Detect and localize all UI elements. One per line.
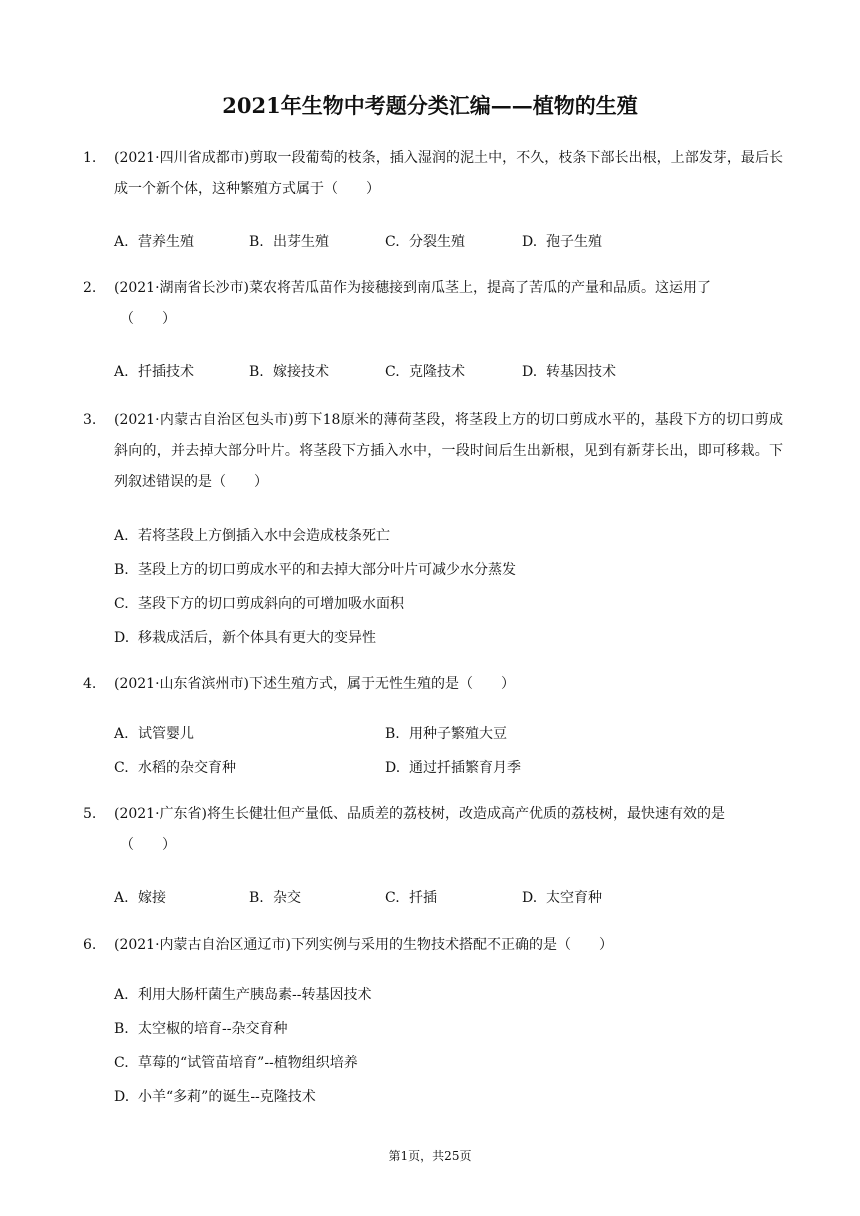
question-number: 5. bbox=[83, 806, 97, 822]
question-stem: (2021·内蒙古自治区通辽市)下列实例与采用的生物技术搭配不正确的是（ ） bbox=[114, 937, 614, 953]
option-b[interactable]: B. 用种子繁殖大豆 bbox=[385, 726, 507, 742]
question-number: 6. bbox=[83, 937, 97, 953]
question-4 bbox=[83, 669, 783, 700]
option-b[interactable]: B. 太空椒的培育--杂交育种 bbox=[114, 1021, 288, 1037]
option-d[interactable]: D. 转基因技术 bbox=[522, 364, 616, 380]
option-c[interactable]: C. 分裂生殖 bbox=[385, 234, 465, 250]
option-b[interactable]: B. 茎段上方的切口剪成水平的和去掉大部分叶片可减少水分蒸发 bbox=[114, 562, 516, 578]
option-d[interactable]: D. 孢子生殖 bbox=[522, 234, 602, 250]
page-footer: 第1页，共25页 bbox=[388, 1149, 472, 1163]
question-stem: (2021·内蒙古自治区包头市)剪下18原米的薄荷茎段，将茎段上方的切口剪成水平的，基段下方的切口剪成斜向的，并去掉大部分叶片。将茎段下方插入水中，一段时间后生出新根，见到有新芽长出，即可移栽。下列叙述错误的是（ ） bbox=[114, 412, 783, 490]
option-c[interactable]: C. 克隆技术 bbox=[385, 364, 465, 380]
answer-blank: （ ） bbox=[120, 311, 176, 327]
option-c[interactable]: C. 茎段下方的切口剪成斜向的可增加吸水面积 bbox=[114, 596, 404, 612]
option-a[interactable]: A. 嫁接 bbox=[114, 890, 166, 906]
question-number: 1. bbox=[83, 150, 97, 166]
answer-blank: （ ） bbox=[120, 837, 176, 853]
option-a[interactable]: A. 扦插技术 bbox=[114, 364, 194, 380]
question-number: 3. bbox=[83, 412, 97, 428]
question-number: 2. bbox=[83, 280, 97, 296]
question-1 bbox=[83, 143, 783, 205]
question-3 bbox=[83, 405, 783, 498]
question-6 bbox=[83, 930, 783, 961]
option-d[interactable]: D. 小羊“多莉”的诞生--克隆技术 bbox=[114, 1089, 316, 1105]
option-a[interactable]: A. 利用大肠杆菌生产胰岛素--转基因技术 bbox=[114, 987, 372, 1003]
option-b[interactable]: B. 出芽生殖 bbox=[249, 234, 329, 250]
question-stem: (2021·广东省)将生长健壮但产量低、品质差的荔枝树，改造成高产优质的荔枝树，最快速有效的是 （ ） bbox=[114, 799, 783, 861]
option-d[interactable]: D. 太空育种 bbox=[522, 890, 602, 906]
question-number: 4. bbox=[83, 676, 97, 692]
option-c[interactable]: C. 草莓的“试管苗培育”--植物组织培养 bbox=[114, 1055, 358, 1071]
page-title: 2021年生物中考题分类汇编——植物的生殖 bbox=[222, 93, 638, 118]
option-a[interactable]: A. 若将茎段上方倒插入水中会造成枝条死亡 bbox=[114, 528, 390, 544]
question-5 bbox=[83, 799, 783, 861]
question-stem: (2021·湖南省长沙市)菜农将苦瓜苗作为接穗接到南瓜茎上，提高了苦瓜的产量和品质。这运用了 （ ） bbox=[114, 273, 783, 335]
question-2 bbox=[83, 273, 783, 335]
option-b[interactable]: B. 嫁接技术 bbox=[249, 364, 329, 380]
question-stem: (2021·四川省成都市)剪取一段葡萄的枝条，插入湿润的泥土中，不久，枝条下部长出根，上部发芽，最后长成一个新个体，这种繁殖方式属于（ ） bbox=[114, 150, 783, 197]
question-stem: (2021·山东省滨州市)下述生殖方式，属于无性生殖的是（ ） bbox=[114, 676, 516, 692]
option-b[interactable]: B. 杂交 bbox=[249, 890, 301, 906]
option-d[interactable]: D. 通过扦插繁育月季 bbox=[385, 760, 521, 776]
option-c[interactable]: C. 扦插 bbox=[385, 890, 437, 906]
option-a[interactable]: A. 营养生殖 bbox=[114, 234, 194, 250]
option-a[interactable]: A. 试管婴儿 bbox=[114, 726, 194, 742]
option-d[interactable]: D. 移栽成活后，新个体具有更大的变异性 bbox=[114, 630, 376, 646]
option-c[interactable]: C. 水稻的杂交育种 bbox=[114, 760, 236, 776]
